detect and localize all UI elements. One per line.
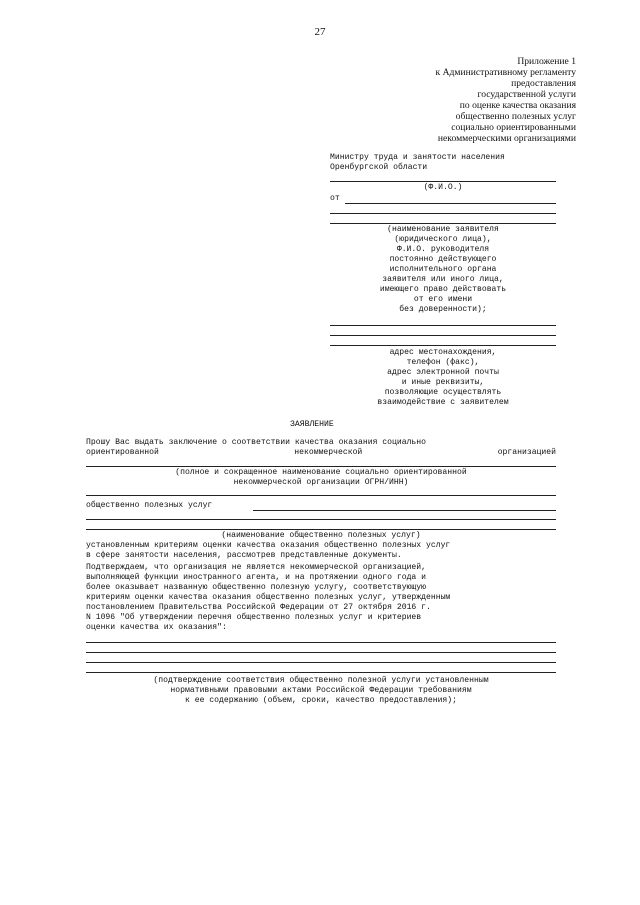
- confirm-text-line: постановлением Правительства Российской Федерации от 27 октября 2016 г.: [86, 603, 431, 612]
- criteria-text-line: в сфере занятости населения, рассмотрев представленные документы.: [86, 551, 402, 560]
- applicant-caption-line: (наименование заявителя: [387, 225, 499, 234]
- annex-header: [336, 56, 576, 144]
- confirm-caption-line: нормативными правовыми актами Российской Федерации требованиям: [170, 686, 472, 695]
- annex-line: по оценке качества оказания: [459, 100, 576, 111]
- fio-caption: (Ф.И.О.): [423, 183, 463, 192]
- request-line-1: Прошу Вас выдать заключение о соответствии качества оказания социально: [86, 438, 426, 447]
- org-caption: [86, 468, 556, 488]
- statement-title: ЗАЯВЛЕНИЕ: [290, 420, 334, 429]
- fio-field-line: [330, 181, 556, 182]
- annex-line: государственной услуги: [477, 89, 576, 100]
- applicant-caption-line: Ф.И.О. руководителя: [396, 245, 490, 254]
- applicant-caption-line: постоянно действующего: [389, 255, 497, 264]
- criteria-text-line: установленным критериям оценки качества оказания общественно полезных услуг: [86, 541, 451, 550]
- contacts-caption: [330, 348, 556, 408]
- from-label: от: [330, 194, 340, 203]
- confirm-text-line: выполняющей функции иностранного агента, и на протяжении одного года и: [86, 573, 426, 582]
- confirm-text-line: оценки качества их оказания":: [86, 623, 227, 632]
- annex-line: общественно полезных услуг: [455, 111, 576, 122]
- applicant-caption-line: без доверенности);: [399, 305, 487, 314]
- confirm-field-line: [86, 642, 556, 643]
- contacts-caption-line: адрес местонахождения,: [389, 348, 497, 357]
- contacts-field-line: [330, 335, 556, 336]
- services-field-line: [86, 519, 556, 520]
- services-label: общественно полезных услуг: [86, 501, 213, 510]
- org-extra-line: [86, 495, 556, 496]
- confirm-caption-line: (подтверждение соответствия общественно полезной услуги установленным: [153, 676, 489, 685]
- contacts-caption-line: позволяющие осуществлять: [384, 388, 502, 397]
- services-field-line: [253, 510, 556, 511]
- confirm-caption-line: к ее содержанию (объем, сроки, качество предоставления);: [185, 696, 457, 705]
- applicant-field-line: [330, 223, 556, 224]
- applicant-caption-line: имеющего право действовать: [379, 285, 507, 294]
- annex-line: предоставления: [511, 78, 576, 89]
- confirm-field-line: [86, 652, 556, 653]
- applicant-caption-line: заявителя или иного лица,: [382, 275, 504, 284]
- confirm-text-line: N 1096 "Об утверждении перечня общественно полезных услуг и критериев: [86, 613, 422, 622]
- request-word: некоммерческой: [294, 448, 363, 457]
- confirm-text-line: Подтверждаем, что организация не является некоммерческой организацией,: [86, 563, 426, 572]
- annex-line: Приложение 1: [517, 56, 576, 67]
- applicant-caption: [330, 225, 556, 315]
- org-caption-line: некоммерческой организации ОГРН/ИНН): [233, 478, 409, 487]
- confirm-text-line: критериям оценки качества оказания общественно полезных услуг, утвержденным: [86, 593, 451, 602]
- annex-line: некоммерческими организациями: [437, 133, 576, 144]
- contacts-caption-line: и иные реквизиты,: [401, 378, 485, 387]
- services-caption: (наименование общественно полезных услуг): [221, 531, 421, 540]
- applicant-caption-line: исполнительного органа: [389, 265, 497, 274]
- addressee-line-1: Министру труда и занятости населения: [330, 153, 505, 162]
- contacts-field-line: [330, 325, 556, 326]
- applicant-field-line: [330, 213, 556, 214]
- contacts-field-line: [330, 345, 556, 346]
- applicant-caption-line: от его имени: [413, 295, 473, 304]
- page-number: 27: [314, 26, 326, 38]
- request-line-2: [86, 448, 556, 458]
- request-word: организацией: [497, 448, 556, 457]
- annex-line: социально ориентированными: [451, 122, 576, 133]
- confirm-field-line: [86, 662, 556, 663]
- contacts-caption-line: телефон (факс),: [406, 358, 480, 367]
- applicant-caption-line: (юридического лица),: [394, 235, 492, 244]
- confirm-caption: [86, 676, 556, 706]
- org-field-line: [86, 466, 556, 467]
- confirm-text-line: более оказывает названную общественно полезную услугу, соответствующую: [86, 583, 426, 592]
- confirm-field-line: [86, 672, 556, 673]
- services-field-line: [86, 529, 556, 530]
- addressee-line-2: Оренбургской области: [330, 163, 428, 172]
- contacts-caption-line: адрес электронной почты: [387, 368, 499, 377]
- request-word: ориентированной: [86, 448, 159, 457]
- annex-line: к Административному регламенту: [435, 67, 576, 78]
- org-caption-line: (полное и сокращенное наименование социально ориентированной: [175, 468, 467, 477]
- contacts-caption-line: взаимодействие с заявителем: [377, 398, 509, 407]
- from-field-line: [345, 203, 556, 204]
